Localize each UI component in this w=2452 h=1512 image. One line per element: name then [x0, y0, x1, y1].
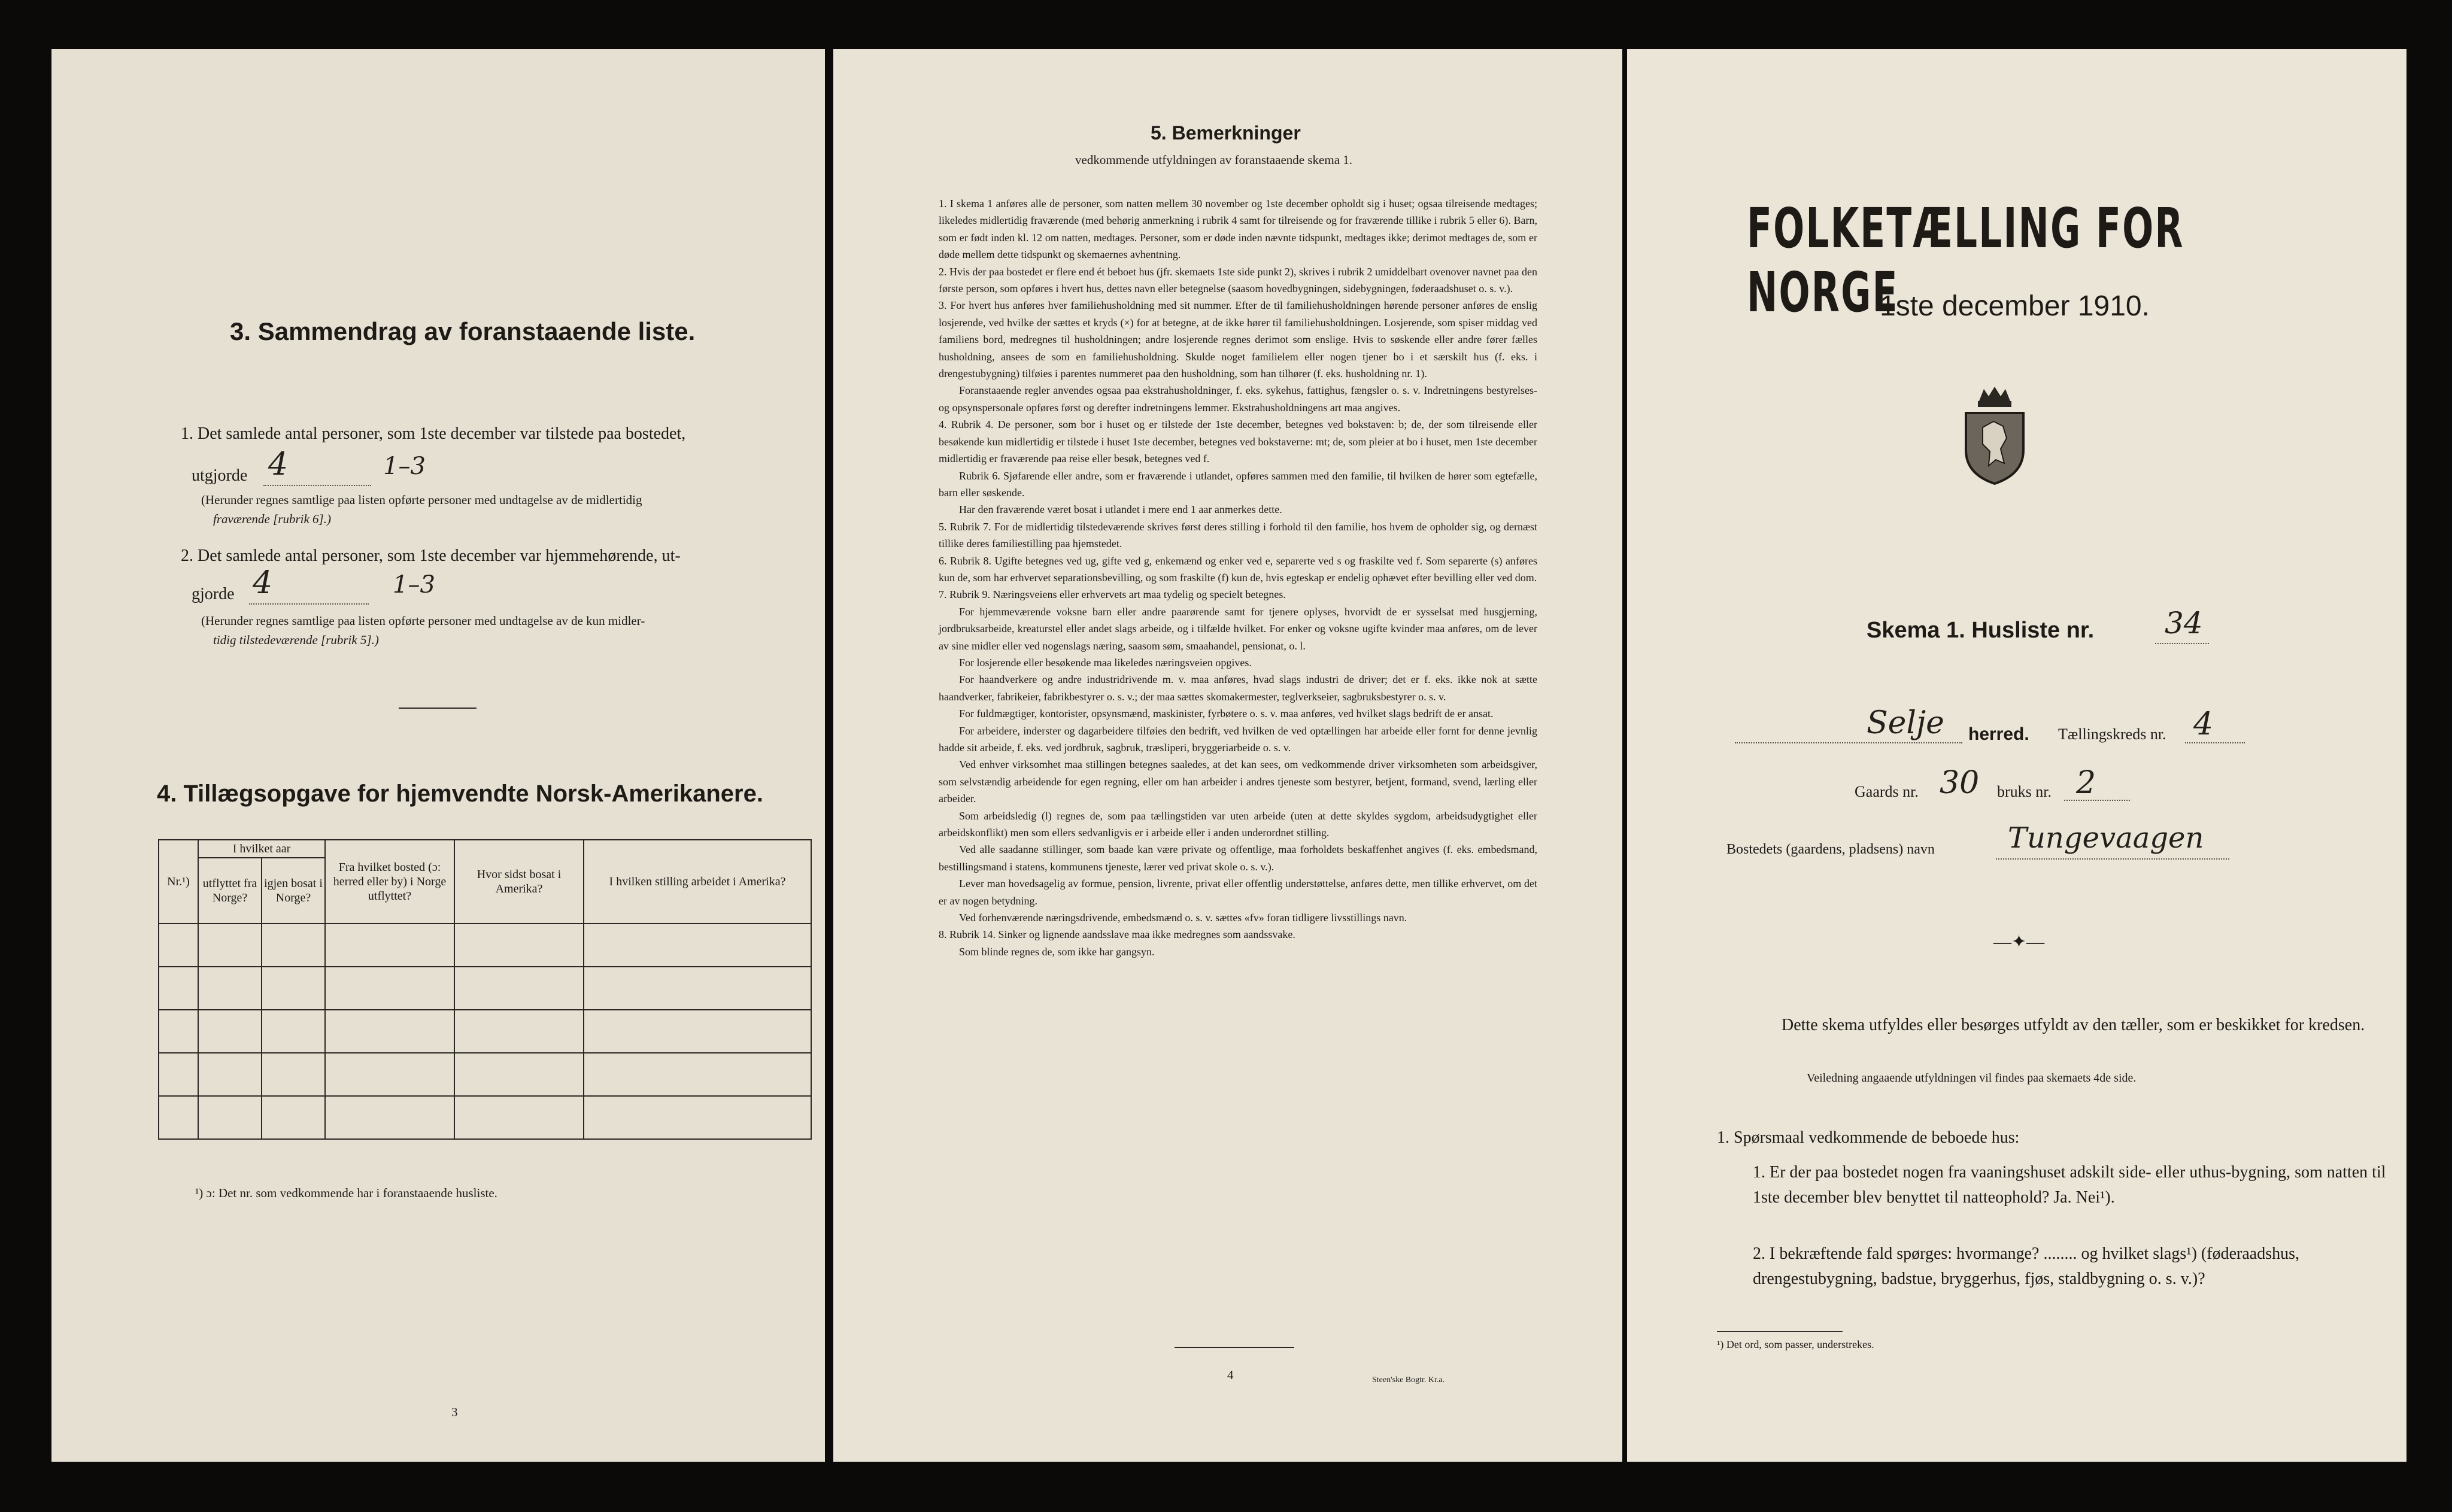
coat-of-arms-icon [1959, 384, 2031, 486]
item1-lead: utgjorde [192, 466, 248, 485]
remark-3: 3. For hvert hus anføres hver familiehusholdning med sit nummer. Efter de til familiehusholdningen hørende personer anføres de enslig losjerende, ved hvilke der sættes et kryds (×) for at betegne, at de ikke hører til familiehusholdningen. Losjerende, som spiser middag ved familiens bord, medregnes til husholdningen; andre losjerende regnes derimot som enslige. Hvis to søskende eller andre fører fælles husholdning, ansees de som en familiehusholdning. Skulde noget familielem eller nogen tjener bo i et særskilt hus (f. eks. i drengestubygning) tilføies i parentes nummeret paa den husholdning, som han tilhører (f. eks. husholdning nr. 1). [939, 299, 1537, 380]
remark-7g: Ved enhver virksomhet maa stillingen betegnes saaledes, at det kan sees, om vedkommende driver virksomheten som arbeidsgiver, som selvstændig arbeidende for egen regning, eller om han arbeider i andres tjeneste som bestyrer, betjent, formand, svend, lærling eller arbeider. [939, 758, 1537, 805]
remark-7f: For arbeidere, inderster og dagarbeidere tilføies den bedrift, ved hvilken de ved optællingen har arbeide eller fornt for denne jevnlig hadde sit arbeide, f. eks. ved jordbruk, sagbruk, træsliperi, bryggeriarbeide o. s. v. [939, 724, 1537, 754]
gaard-line [1855, 765, 2274, 807]
footnote: ¹) Det ord, som passer, understrekes. [1717, 1338, 1874, 1350]
remark-5: 5. Rubrik 7. For de midlertidig tilstedeværende skrives først deres stilling i forhold til den familie, hos hvem de opholder sig, og dernæst tillike deres familiestilling paa hjemstedet. [939, 520, 1537, 550]
table-row [159, 1010, 811, 1053]
table-footnote: ¹) ɔ: Det nr. som vedkommende har i foranstaaende husliste. [195, 1186, 497, 1200]
question-1: 1. Er der paa bostedet nogen fra vaaningshuset adskilt side- eller uthus-bygning, som natten til 1ste december blev benyttet til natteophold? Ja. Nei¹). [1753, 1163, 2386, 1207]
remark-7c: For losjerende eller besøkende maa likeledes næringsveien opgives. [959, 656, 1252, 669]
bosted-label: Bostedets (gaardens, pladsens) navn [1726, 842, 1935, 857]
herred-label: herred. [1968, 724, 2029, 744]
item2-value: 4 [253, 565, 273, 601]
item2-line: 2. Det samlede antal personer, som 1ste december var hjemmehørende, ut- [181, 546, 681, 565]
middle-page [833, 49, 1622, 1462]
page-number: 4 [1227, 1368, 1234, 1382]
husliste-nr: 34 [2165, 606, 2203, 640]
bruks-value: 2 [2076, 765, 2096, 801]
remarks-body [939, 195, 1537, 960]
gaards-value: 30 [1940, 765, 1980, 801]
item1-value: 4 [268, 447, 289, 482]
col-occupation: I hvilken stilling arbeidet i Amerika? [584, 840, 811, 924]
husliste-dots [2155, 643, 2209, 644]
item2-note-b: tidig tilstedeværende [rubrik 5].) [213, 633, 379, 647]
question-2: 2. I bekræftende fald spørges: hvormange? ........ og hvilket slags¹) (føderaadshus, drengestubygning, badstue, bryggerhus, fjøs, staldbygning o. s. v.)? [1753, 1244, 2299, 1288]
bruks-label: bruks nr. [1997, 783, 2052, 800]
bosted-line [1726, 822, 2385, 864]
remark-2: 2. Hvis der paa bostedet er flere end ét beboet hus (jfr. skemaets 1ste side punkt 2), skrives i rubrik 2 umiddelbart ovenover navnet paa den første person, som opføres i hvert hus, dettes navn eller betegnelse (saasom hovedbygningen, sidebygningen, føderaadshuset o. s. v.). [939, 265, 1537, 295]
remark-4c: Har den fraværende været bosat i utlandet i mere end 1 aar anmerkes dette. [959, 503, 1282, 516]
item1-note-a: (Herunder regnes samtlige paa listen opførte personer med undtagelse av de midlertidig [201, 493, 642, 507]
ornament: —✦— [1993, 932, 2045, 952]
section3-title: 3. Sammendrag av foranstaaende liste. [230, 317, 696, 345]
remark-4: 4. Rubrik 4. De personer, som bor i huset og er tilstede der 1ste december, betegnes ved bokstaven: b; de, der som tilreisende eller besøkende kun midlertidig er tilstede i huset 1ste december, betegnes ved bokstaverne: mt; de, som pleier at bo i huset, men 1ste december midlertidig er fraværende paa reise eller besøk, betegnes ved f. [939, 418, 1537, 465]
item1-dots [263, 485, 371, 486]
item2-note-a: (Herunder regnes samtlige paa listen opførte personer med undtagelse av de kun midler- [201, 614, 645, 628]
remark-7k: Ved forhenværende næringsdrivende, embedsmænd o. s. v. sættes «fv» foran tidligere livsstillings navn. [959, 912, 1407, 924]
kreds-value: 4 [2193, 706, 2214, 742]
remarks-subtitle: vedkommende utfyldningen av foranstaaende skema 1. [1075, 153, 1353, 167]
bruks-dots [2064, 800, 2130, 801]
col-emigrated: utflyttet fra Norge? [198, 858, 262, 924]
page-number: 3 [451, 1405, 458, 1419]
herred-value: Selje [1867, 705, 1944, 741]
remark-6: 6. Rubrik 8. Ugifte betegnes ved ug, gifte ved g, enkemænd og enker ved e, separerte ved s og fraskilte ved f. Som separerte (s) anføres kun de, som har erhvervet separationsbevilling, og som fraskilte (f) kun de, hvis egteskap er endelig ophævet efter bevilling eller ved dom. [939, 554, 1537, 584]
item2-dots [249, 603, 369, 605]
remark-7b: For hjemmeværende voksne barn eller andre paarørende samt for tjenere oplyses, hvorvidt de er sysselsat med husgjerning, jordbruksarbeide, kreaturstel eller andet slags arbeide, og i tilfælde hvilket. For enker og voksne ugifte kvinder maa anføres, om de lever av sine midler eller ved nogenslags næring, saasom søm, smaahandel, pensionat, o. l. [939, 605, 1537, 652]
remark-8: 8. Rubrik 14. Sinker og lignende aandsslave maa ikke medregnes som aandssvake. [939, 928, 1295, 941]
col-where: Hvor sidst bosat i Amerika? [454, 840, 584, 924]
section4-title: 4. Tillægsopgave for hjemvendte Norsk-Amerikanere. [157, 781, 763, 807]
col-place: Fra hvilket bosted (ɔ: herred eller by) i Norge utflyttet? [325, 840, 454, 924]
remark-7j: Lever man hovedsagelig av formue, pension, livrente, privat eller offentlig understøttelse, anføres dette, men tillike erhvervet, om det er av nogen betydning. [939, 878, 1537, 907]
right-page [1627, 49, 2407, 1462]
kreds-dots [2185, 742, 2245, 743]
instruction: Dette skema utfyldes eller besørges utfyldt av den tæller, som er beskikket for kredsen. [1782, 1016, 2365, 1034]
remark-7d: For haandverkere og andre industridrivende m. v. maa anføres, hvad slags industri de driver; det er f. eks. ikke nok at sætte haandverker, fabrikeier, fabrikbestyrer o. s. v.; der maa sættes skomakermester, teglverkseier, sagbruksbestyrer o. s. v. [939, 673, 1537, 703]
guidance: Veiledning angaaende utfyldningen vil findes paa skemaets 4de side. [1807, 1071, 2137, 1085]
item2-lead: gjorde [192, 585, 235, 603]
item1-note-b: fraværende [rubrik 6].) [213, 512, 331, 526]
remark-1: 1. I skema 1 anføres alle de personer, som natten mellem 30 november og 1ste december opholdt sig i huset; ogsaa tilreisende medtages; likeledes midlertidig fraværende (med behørig anmerkning i rubrik 4 samt for tilreisende og for fraværende tillike i rubrik 5 eller 6). Barn, som er født inden kl. 12 om natten, medtages. Personer, som er døde inden nævnte tidspunkt, medtages ikke; derimot medtages de, som er døde mellem dette tidspunkt og skemaernes avhentning. [939, 198, 1537, 261]
col-year-group: I hvilket aar [198, 840, 325, 858]
divider [399, 708, 477, 709]
item2-extra: 1–3 [393, 571, 435, 599]
remark-8b: Som blinde regnes de, som ikke har gangsyn. [959, 945, 1155, 958]
item1-line: 1. Det samlede antal personer, som 1ste december var tilstede paa bostedet, [181, 424, 686, 443]
remark-7i: Ved alle saadanne stillinger, som baade kan være private og offentlige, maa forholdets beskaffenhet angives (f. eks. embedsmand, bestillingsmand i statens, kommunens tjeneste, lærer ved privat skole o. s. v.). [939, 843, 1537, 873]
remarks-title: 5. Bemerkninger [1151, 122, 1301, 144]
footnote-rule [1717, 1331, 1843, 1332]
table-row [159, 1096, 811, 1139]
table-row [159, 967, 811, 1010]
divider [1175, 1347, 1294, 1348]
table-row [159, 1053, 811, 1096]
herred-line [1735, 705, 2393, 747]
gaards-label: Gaards nr. [1855, 783, 1919, 800]
printer-mark: Steen'ske Bogtr. Kr.a. [1372, 1376, 1445, 1385]
item1-extra: 1–3 [383, 453, 426, 480]
remark-7: 7. Rubrik 9. Næringsveiens eller erhvervets art maa tydelig og specielt betegnes. [939, 588, 1286, 601]
kreds-label: Tællingskreds nr. [2058, 725, 2166, 743]
main-title: FOLKETÆLLING FOR NORGE [1747, 196, 2184, 324]
table-row [159, 924, 811, 967]
census-date: 1ste december 1910. [1880, 290, 2150, 322]
remark-4b: Rubrik 6. Sjøfarende eller andre, som er fraværende i utlandet, opføres sammen med den familie, til hvilken de hører som egtefælle, barn eller søskende. [939, 469, 1537, 499]
bosted-value: Tungevaagen [2008, 821, 2204, 855]
col-nr: Nr.¹) [159, 840, 198, 924]
item1-answer [192, 449, 611, 488]
left-page [51, 49, 825, 1462]
remark-7e: For fuldmægtiger, kontorister, opsynsmænd, maskinister, fyrbøtere o. s. v. maa anføres, ved hvilket slags bedrift de er ansat. [959, 708, 1494, 720]
col-returned: igjen bosat i Norge? [262, 858, 325, 924]
herred-dots [1735, 742, 1962, 743]
questions-heading: 1. Spørsmaal vedkommende de beboede hus: [1717, 1128, 2020, 1147]
remark-7h: Som arbeidsledig (l) regnes de, som paa tællingstiden var uten arbeide (uten at dette skyldes sygdom, arbeidsudygtighet eller arbeidskonflikt) men som ellers sedvanligvis er i arbeide eller i anden underordnet stilling. [939, 809, 1537, 839]
remark-3b: Foranstaaende regler anvendes ogsaa paa ekstrahusholdninger, f. eks. sykehus, fattighus, fængsler o. s. v. Indretningens bestyrelses- og opsynspersonale opføres først og derefter indretningens lemmer. Ekstrahusholdningens art maa angives. [939, 384, 1537, 414]
item2-answer [192, 567, 611, 607]
bosted-dots [1996, 858, 2229, 860]
norsk-amerikanere-table [158, 839, 812, 1140]
skema-label: Skema 1. Husliste nr. [1867, 618, 2095, 643]
